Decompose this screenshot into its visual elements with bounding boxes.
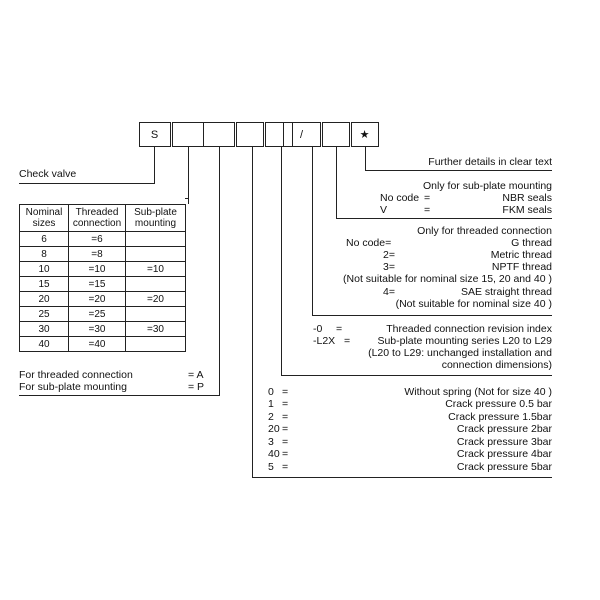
table-row — [20, 292, 186, 307]
subplate-cell — [126, 232, 186, 247]
spring-eq: = — [282, 436, 289, 448]
spring-code: 0 — [268, 386, 274, 398]
star-icon: ★ — [359, 129, 370, 141]
thread-desc: NPTF thread — [491, 261, 552, 273]
subplate-cell — [126, 277, 186, 292]
spring-desc: Crack pressure 3bar — [456, 436, 552, 448]
thread-note: (Not suitable for nominal size 15, 20 and 40 ) — [343, 273, 552, 285]
code-box-outline-7 — [323, 123, 350, 147]
seal-desc: NBR seals — [502, 192, 552, 204]
table-header-row — [20, 205, 186, 232]
revision-note: (L20 to L29: unchanged installation and — [368, 347, 552, 359]
revision-eq: = — [336, 323, 343, 335]
spring-code: 2 — [268, 411, 274, 423]
spring-desc: Without spring (Not for size 40 ) — [404, 386, 552, 398]
size-cell: 30 — [20, 322, 69, 337]
subplate-cell: =30 — [126, 322, 186, 337]
table-row — [20, 322, 186, 337]
table-row — [20, 307, 186, 322]
table-row — [20, 232, 186, 247]
thread-desc: SAE straight thread — [460, 286, 552, 298]
code-box-outline-2 — [173, 123, 204, 147]
subplate-cell — [126, 307, 186, 322]
spring-code: 1 — [268, 398, 274, 410]
table-row — [20, 337, 186, 352]
connection-subplate-code: = P — [188, 381, 205, 393]
seals-title: Only for sub-plate mounting — [423, 180, 552, 192]
spring-desc: Crack pressure 5bar — [456, 461, 552, 473]
threaded-cell: =6 — [69, 232, 126, 247]
spring-code: 40 — [268, 448, 280, 460]
threaded-cell: =15 — [69, 277, 126, 292]
seal-code: V — [380, 204, 388, 216]
size-cell: 15 — [20, 277, 69, 292]
spring-code: 20 — [268, 423, 280, 435]
seal-eq: = — [424, 192, 431, 204]
revision-desc: Sub-plate mounting series L20 to L29 — [377, 335, 552, 347]
thread-code: 2= — [383, 249, 395, 261]
threads-title: Only for threaded connection — [417, 225, 552, 237]
revision-code: -0 — [313, 323, 323, 335]
spring-desc: Crack pressure 2bar — [456, 423, 552, 435]
spring-code: 5 — [268, 461, 274, 473]
connection-threaded-label: For threaded connection — [19, 369, 133, 381]
threaded-cell: =25 — [69, 307, 126, 322]
size-cell: 8 — [20, 247, 69, 262]
sizes-line — [185, 146, 189, 199]
revision-desc: Threaded connection revision index — [386, 323, 552, 335]
code-box-outline-3 — [204, 123, 235, 147]
header-threaded-connection: Threaded connection — [69, 205, 126, 232]
subplate-cell: =20 — [126, 292, 186, 307]
thread-code: 4= — [383, 286, 395, 298]
thread-note: (Not suitable for nominal size 40 ) — [395, 298, 552, 310]
spring-desc: Crack pressure 0.5 bar — [445, 398, 552, 410]
nominal-sizes-table — [19, 204, 186, 352]
seal-code: No code — [380, 192, 420, 204]
further-details-label: Further details in clear text — [428, 156, 552, 168]
seal-eq: = — [424, 204, 431, 216]
threaded-cell: =40 — [69, 337, 126, 352]
threaded-cell: =20 — [69, 292, 126, 307]
spring-desc: Crack pressure 1.5bar — [448, 411, 552, 423]
revision-code: -L2X — [313, 335, 336, 347]
threaded-cell: =30 — [69, 322, 126, 337]
header-nominal-sizes: Nominal sizes — [20, 205, 69, 232]
table-row — [20, 277, 186, 292]
thread-code: No code= — [346, 237, 392, 249]
subplate-cell — [126, 337, 186, 352]
spring-eq: = — [282, 448, 289, 460]
thread-code: 3= — [383, 261, 395, 273]
table-row — [20, 247, 186, 262]
spring-eq: = — [282, 411, 289, 423]
size-cell: 25 — [20, 307, 69, 322]
threaded-cell: =8 — [69, 247, 126, 262]
spring-eq: = — [282, 461, 289, 473]
spring-eq: = — [282, 386, 289, 398]
spring-eq: = — [282, 423, 289, 435]
threaded-cell: =10 — [69, 262, 126, 277]
thread-desc: Metric thread — [490, 249, 552, 261]
code-box-1: S — [150, 129, 159, 141]
subplate-cell: =10 — [126, 262, 186, 277]
header-sub-plate-mounting: Sub-plate mounting — [126, 205, 186, 232]
code-box-outline-4 — [237, 123, 264, 147]
code-box-6: / — [299, 129, 304, 141]
subplate-cell — [126, 247, 186, 262]
revision-eq: = — [344, 335, 351, 347]
size-cell: 20 — [20, 292, 69, 307]
spring-code: 3 — [268, 436, 274, 448]
seal-desc: FKM seals — [502, 204, 552, 216]
connection-threaded-code: = A — [188, 369, 204, 381]
spring-eq: = — [282, 398, 289, 410]
thread-desc: G thread — [511, 237, 552, 249]
connection-subplate-label: For sub-plate mounting — [19, 381, 127, 393]
size-cell: 10 — [20, 262, 69, 277]
spring-desc: Crack pressure 4bar — [456, 448, 552, 460]
size-cell: 40 — [20, 337, 69, 352]
revision-note: connection dimensions) — [441, 359, 552, 371]
check-valve-label: Check valve — [19, 168, 77, 180]
table-row — [20, 262, 186, 277]
size-cell: 6 — [20, 232, 69, 247]
